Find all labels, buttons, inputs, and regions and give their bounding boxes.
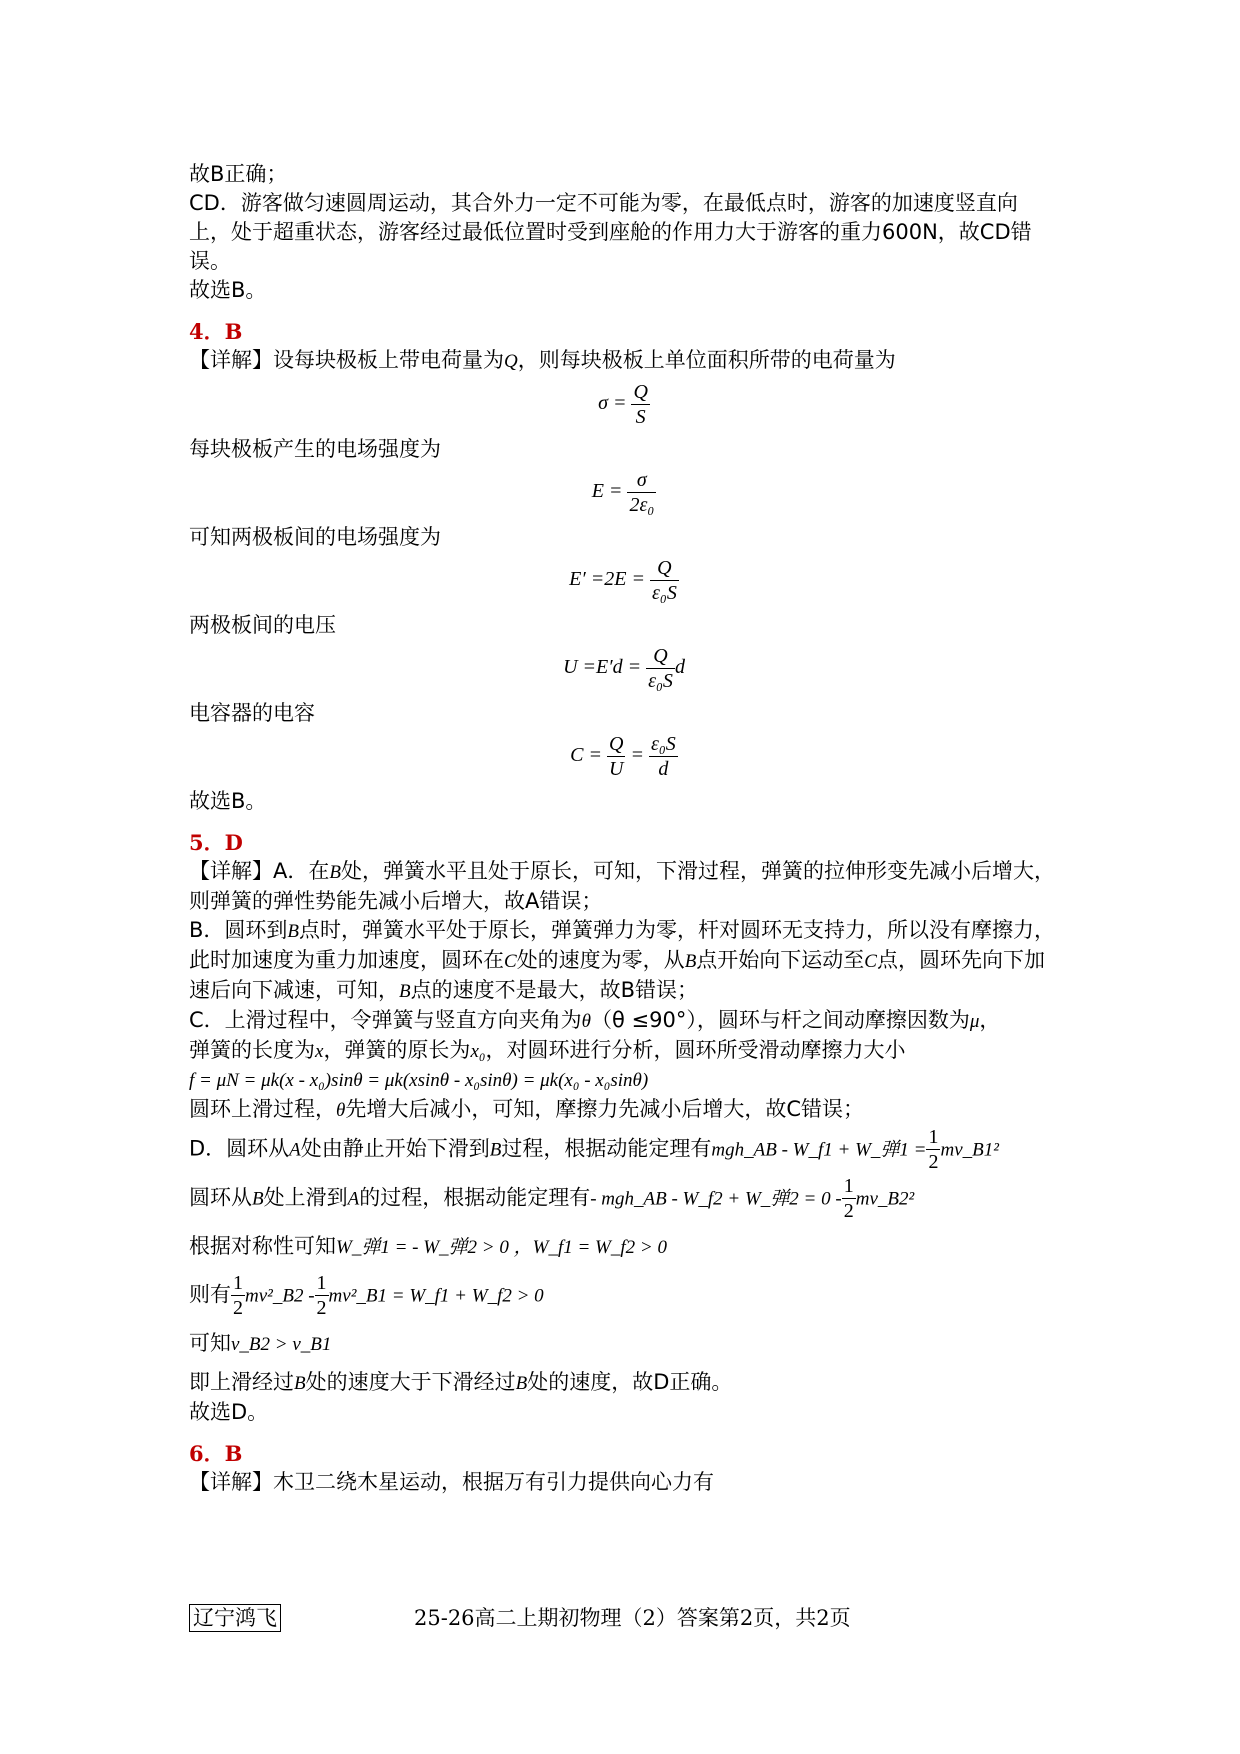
equation-lhs: U =E′d = [563,656,642,679]
math-symbol: B [399,981,411,1002]
math-symbol: B [294,1373,306,1394]
equation-inline: v_B2 > v_B1 [231,1334,332,1355]
text-line [189,1174,1059,1223]
fraction-numerator: Q [650,556,679,581]
text-line: 故B正确； [189,162,288,186]
text-line [189,916,1059,1006]
text-span: 圆环从 [189,1185,252,1210]
math-symbol: x [315,1041,324,1062]
text-span: D．圆环从 [189,1136,290,1161]
text-line [189,1036,1059,1066]
fraction-numerator: 1 [843,1175,854,1197]
text-span: 处的速度为零，从 [516,948,685,972]
math-symbol: A [289,1139,301,1161]
fraction-denominator: 2 [316,1297,327,1319]
text-line: 故选D。 [189,1400,269,1424]
text-line: 故选B。 [189,278,267,302]
text-span: ，对圆环进行分析，圆环所受滑动摩擦力大小 [485,1038,906,1062]
text-line [189,1125,1059,1174]
text-line: 故选B。 [189,789,267,813]
equation-term: mv_B2² [855,1188,915,1210]
text-line [189,857,1059,916]
text-line: 【详解】木卫二绕木星运动，根据万有引力提供向心力有 [189,1470,714,1494]
fraction-numerator: 1 [928,1126,939,1148]
question-6-heading: 6．B [189,1441,243,1466]
equation-sigma [189,380,1059,429]
text-span: 过程，根据动能定理有 [501,1136,712,1161]
question-4-heading: 4．B [189,319,243,344]
fraction [650,556,679,605]
text-line: 电容器的电容 [189,701,315,725]
equation-Eprime [189,556,1059,605]
text-line [189,1271,1059,1320]
text-span: 的过程，根据动能定理有 [359,1185,591,1210]
equation-lhs: E = [591,480,623,503]
math-symbol: μ [969,1011,980,1032]
text-span: 处的速度大于下滑经过 [305,1370,516,1394]
publisher-stamp: 辽宁鸿飞 [189,1604,281,1632]
text-span: 即上滑经过 [189,1370,294,1394]
math-symbol: B [252,1188,264,1210]
equals-sign: = [630,744,644,767]
math-symbol: C [504,951,517,972]
text-span: 处的速度，故D正确。 [527,1370,733,1394]
text-span: 点开始向下运动至 [696,948,865,972]
text-line: CD．游客做匀速圆周运动，其合外力一定不可能为零，在最低点时，游客的加速度竖直向上，处于超重状态，游客经过最低位置时受到座舱的作用力大于游客的重力600N，故CD错误。 [189,191,1032,273]
fraction-numerator: 1 [233,1272,243,1294]
fraction [631,380,649,429]
text-line [189,1223,1059,1271]
fraction [231,1271,245,1320]
equation-term: mv²_B2 - [245,1285,315,1307]
text-span: 处，弹簧水平且处于原长，可知，下滑过程，弹簧的拉伸形变先减小后增大，则弹簧的弹性势能先减小后增大，故A错误； [189,859,1055,913]
fraction-numerator: Q [633,381,648,403]
math-symbol: B [684,951,697,972]
fraction-denominator: 2 [233,1297,243,1319]
page-footer [189,1604,1059,1636]
equation-term: mv²_B1 = W_f1 + W_f2 > 0 [328,1285,544,1307]
text-line: 两极板间的电压 [189,613,336,637]
text-span: 根据对称性可知 [189,1234,336,1258]
equation-lhs: σ = [598,392,627,415]
equation-term: mv_B1² [940,1139,999,1161]
fraction-denominator: S [635,406,646,428]
math-symbol: Q [504,351,518,372]
text-span: 弹簧的长度为 [189,1038,315,1062]
fraction-denominator: 2 [843,1200,854,1222]
fraction-denominator: 2 [928,1151,939,1173]
equation-lhs: C = [570,744,603,767]
text-span: B．圆环到 [189,918,288,942]
text-span: 点的速度不是最大，故B错误； [410,978,699,1002]
text-span: ， [979,1008,1001,1032]
text-line [189,1368,1059,1398]
fraction [646,644,675,693]
fraction-numerator: Q [646,644,675,669]
text-line: 可知两极板间的电场强度为 [189,525,441,549]
fraction-denominator: ε₀S [651,582,677,604]
equation-E [189,468,1059,517]
text-span: 可知 [189,1331,231,1355]
math-symbol: C [864,951,877,972]
fraction [926,1125,940,1174]
fraction [315,1271,329,1320]
math-symbol: θ [581,1011,592,1032]
text-span: （θ ≤90°），圆环与杆之间动摩擦因数为 [591,1008,970,1032]
math-symbol: B [287,921,300,942]
fraction [842,1174,856,1223]
math-symbol: A [347,1188,360,1210]
text-line [189,346,1059,376]
equation-inline: W_弹1 = - W_弹2 > 0 ，W_f1 = W_f2 > 0 [336,1237,667,1258]
fraction-numerator: σ [627,468,656,493]
math-symbol: B [515,1373,528,1394]
fraction [627,468,656,517]
text-line [189,1095,1059,1125]
equation-lhs: - mgh_AB - W_f2 + W_弹2 = 0 - [590,1188,842,1210]
text-span: ，弹簧的原长为 [323,1038,471,1062]
text-span: 先增大后减小，可知，摩擦力先减小后增大，故C错误； [345,1097,865,1121]
text-span: ，则每块极板上单位面积所带的电荷量为 [517,348,896,372]
fraction-denominator: ε₀S [648,670,673,692]
fraction-denominator: 2ε₀ [629,494,655,516]
text-span: 处由静止开始下滑到 [300,1136,490,1161]
fraction [607,732,625,781]
equation-friction: f = μN = μk(x - x₀)sinθ = μk(xsinθ - x₀sinθ) = μk(x₀ - x₀sinθ) [189,1070,649,1091]
equation-U [189,644,1059,693]
fraction-denominator: d [658,758,669,780]
fraction-numerator: 1 [316,1272,327,1294]
text-span: 处上滑到 [263,1185,348,1210]
text-span: 则有 [189,1282,231,1307]
text-span: 点时，弹簧水平处于原长，弹簧弹力为零，杆对圆环无支持力，所以没有摩擦力，此时加速度为重力加速度，圆环在 [189,918,1056,972]
fraction [649,732,678,781]
text-line [189,1006,1059,1036]
fraction-numerator: Q [609,733,624,755]
math-symbol: θ [336,1100,346,1121]
math-symbol: B [329,862,341,883]
text-line: 每块极板产生的电场强度为 [189,437,441,461]
fraction-numerator: ε₀S [650,733,676,755]
equation-C [189,732,1059,781]
text-span: 点，圆环先向下加速后向下减速，可知， [189,948,1045,1002]
page-number: 25-26高二上期初物理（2）答案第2页，共2页 [414,1606,851,1630]
math-symbol: x₀ [470,1041,486,1062]
text-span: C．上滑过程中，令弹簧与竖直方向夹角为 [189,1008,582,1032]
math-symbol: d [674,656,685,679]
math-symbol: B [489,1139,502,1161]
document-body [189,160,1059,1497]
equation-lhs: mgh_AB - W_f1 + W_弹1 = [711,1139,927,1161]
text-span: 圆环上滑过程， [189,1097,336,1121]
equation-lhs: E′ =2E = [569,568,645,591]
question-5-heading: 5．D [189,830,243,855]
text-line [189,1320,1059,1368]
text-span: 【详解】设每块极板上带电荷量为 [189,348,504,372]
text-span: 【详解】A．在 [189,859,330,883]
fraction-denominator: U [609,758,624,780]
